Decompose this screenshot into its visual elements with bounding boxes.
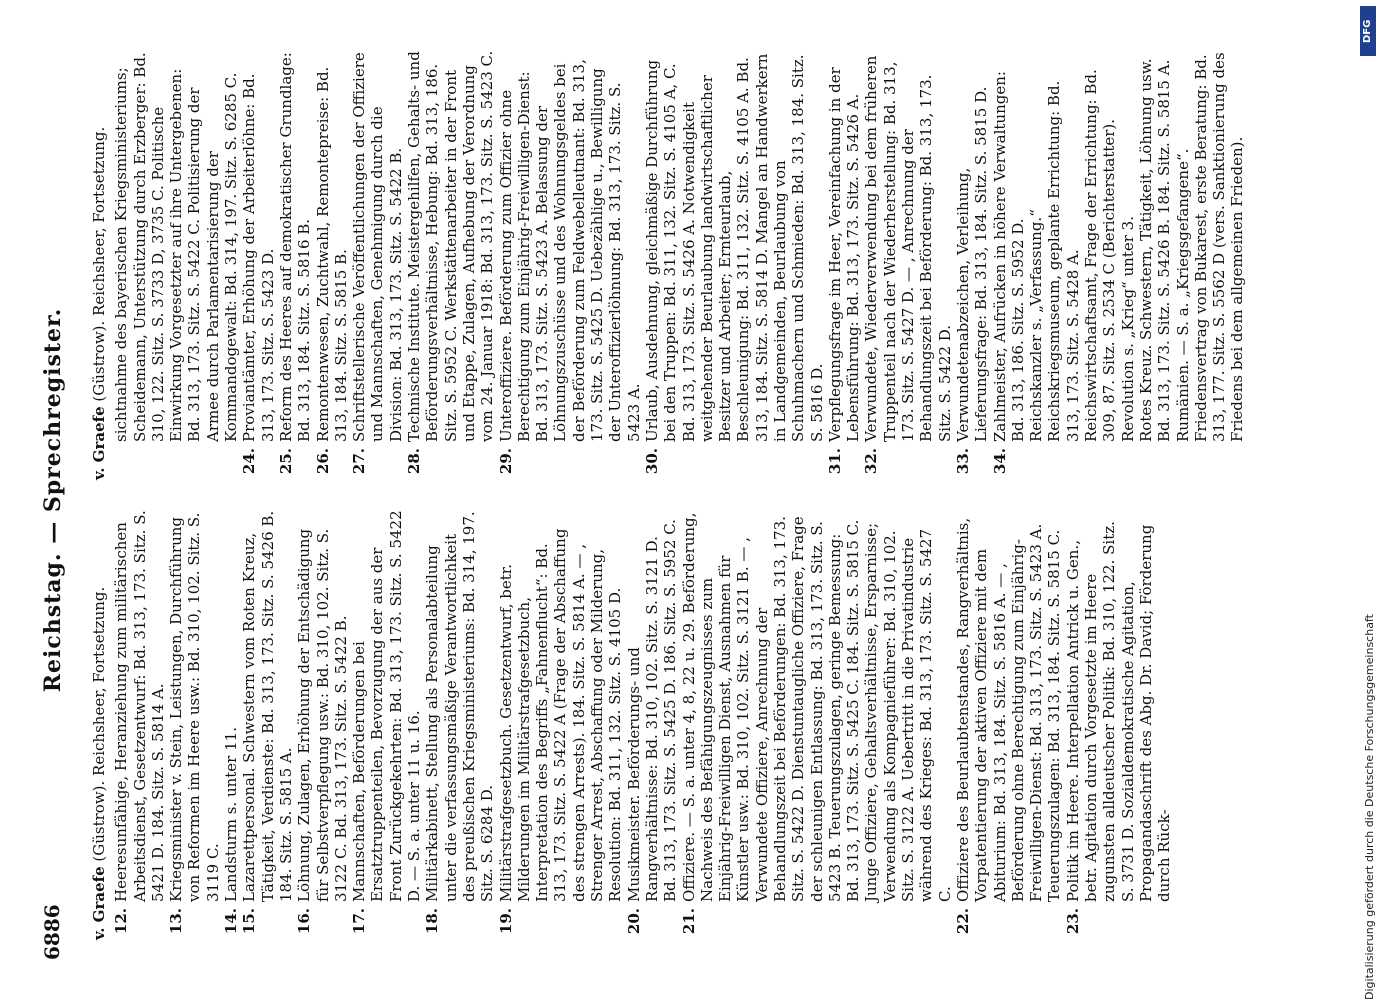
entry-number	[1045, 442, 1082, 480]
entry-number: 14.	[222, 908, 241, 935]
right-column-heading	[90, 50, 108, 480]
index-entry	[954, 510, 1064, 940]
index-entry	[1119, 50, 1137, 480]
entry-text: Zahlmeister, Aufrücken in höhere Verwaltungen: Bd. 313, 186. Sitz. S. 5952 D.	[990, 71, 1027, 442]
right-heading-rest: (Güstrow). Reichsheer, Fortsetzung.	[90, 126, 108, 402]
left-column-heading	[90, 510, 108, 940]
index-entry	[1174, 50, 1247, 480]
index-entry	[112, 50, 240, 480]
entry-number	[1119, 442, 1137, 480]
entry-number: 23.	[1063, 908, 1082, 935]
index-entry	[314, 50, 351, 480]
index-entry	[497, 510, 625, 940]
page-number: 6886	[40, 904, 64, 960]
entry-number	[1082, 442, 1119, 480]
entry-number: 12.	[112, 908, 131, 935]
entry-number	[1137, 442, 1174, 480]
entry-number: 16.	[295, 908, 314, 935]
index-entry	[954, 50, 991, 480]
entry-text: Offiziere des Beurlaubtenstandes, Rangverhältnis, Vorpatentierung der aktiven Offiziere mit dem Abiturium: Bd. 313, 184. Sitz. S. 5816 A. — , Beförderung ohne Berechtigung zum Einjährig-Freiwilligen-Dienst: Bd. 313, 173. Sitz. S. 5423 A. Teuerungszulagen: Bd. 313, 184. Sitz. S. 5815 C.	[953, 517, 1064, 902]
index-entry	[112, 510, 167, 940]
entry-text: Reichskanzler s. „Verfassung.“	[1027, 209, 1046, 442]
index-entry	[1064, 510, 1174, 940]
entry-number: 29.	[496, 448, 515, 475]
index-entry	[1027, 50, 1045, 480]
index-entry	[350, 510, 423, 940]
dfg-logo: DFG	[1360, 6, 1376, 56]
index-entry	[826, 50, 863, 480]
entry-number: 27.	[350, 448, 369, 475]
entry-number: 21.	[679, 908, 698, 935]
index-entry	[643, 50, 826, 480]
entry-number: 34.	[990, 448, 1009, 475]
index-entry	[167, 510, 222, 940]
index-entry	[405, 50, 496, 480]
entry-number	[1174, 442, 1247, 480]
entry-text: Technische Institute. Meistergehilfen, Gehalts- und Beförderungsverhältnisse, Hebung: Bd. 313, 186. Sitz. S. 5952 C. Werkstättenarbeiter in der Front und Etappe, Zulagen, Aufhebung der Verordnung vom 24. Januar 1918: Bd. 313, 173. Sitz. S. 5423 C.	[405, 50, 497, 442]
entry-text: Verpflegungsfrage im Heer, Vereinfachung in der Lebensführung: Bd. 313, 173. Sitz. S. 5426 A.	[825, 67, 863, 442]
entry-text: Löhnung, Zulagen, Erhöhung der Entschädigung für Selbstverpflegung usw.: Bd. 310, 102. Sitz. S. 3122 C. Bd. 313, 173. Sitz. S. 5422 B.	[295, 528, 350, 902]
index-entry	[497, 50, 643, 480]
entry-text: sichtnahme des bayerischen Kriegsministeriums; Scheidemann, Unterstützung durch Erzberger: Bd. 310, 122. Sitz. S. 3733 D, 3735 C. Politische Einwirkung Vorgesetzter auf ihre Untergebenen: Bd. 313, 173. Sitz. S. 5422 C. Politisierung der Armee durch Parlamentarisierung der Kommandogewalt: Bd. 314, 197. Sitz. S. 6285 C.	[112, 52, 241, 442]
entry-number: 19.	[496, 908, 515, 935]
right-heading-name: v. Graefe	[90, 406, 108, 480]
entry-number: 30.	[642, 448, 661, 475]
index-entry	[295, 510, 350, 940]
left-column	[90, 510, 1174, 940]
index-entry	[991, 50, 1028, 480]
entry-number	[112, 442, 240, 480]
entry-number: 28.	[405, 448, 424, 475]
page-title: Reichstag. — Sprechregister.	[40, 307, 66, 693]
index-entry	[625, 510, 680, 940]
index-entry	[350, 50, 405, 480]
entry-text: Mannschaften, Beförderungen bei Ersatztruppenteilen, Bevorzugung der aus der Front Zurückgekehrten: Bd. 313, 173. Sitz. S. 5422 D. — S. a. unter 11 u. 16.	[350, 510, 424, 902]
entry-number: 33.	[953, 448, 972, 475]
entry-text: Schriftstellerische Veröffentlichungen der Offiziere und Mannschaften, Genehmigung durch die Division: Bd. 313, 173. Sitz. S. 5422 B.	[350, 52, 405, 442]
entry-text: Heeresunfähige, Heranziehung zum militärischen Arbeitsdienst, Gesetzentwurf: Bd. 313, 173. Sitz. S. 5421 D. 184. Sitz. S. 5814 A.	[112, 510, 167, 902]
right-column	[90, 50, 1247, 480]
entry-text: Remontenwesen, Zuchtwahl, Remontepreise: Bd. 313, 184. Sitz. S. 5815 B.	[313, 66, 350, 442]
entry-number: 26.	[313, 448, 332, 475]
entry-number: 22.	[953, 908, 972, 935]
entry-text: Kriegsminister v. Stein, Leistungen, Durchführung von Reformen im Heere usw.: Bd. 310, 102. Sitz. S. 3119 C.	[167, 512, 222, 902]
right-entries	[112, 50, 1246, 480]
entry-number: 31.	[825, 448, 844, 475]
index-entry	[240, 510, 295, 940]
index-entry	[1045, 50, 1082, 480]
entry-text: Verwundetenabzeichen, Verleihung, Lieferungsfrage: Bd. 313, 184. Sitz. S. 5815 D.	[953, 86, 991, 442]
entry-number: 20.	[624, 908, 643, 935]
entry-text: Proviantämter, Erhöhung der Arbeiterlöhne: Bd. 313, 173. Sitz. S. 5423 D.	[240, 73, 277, 442]
entry-number: 25.	[276, 448, 295, 475]
entry-number: 24.	[240, 448, 259, 475]
entry-text: Rumänien. — S. a. „Kriegsgefangene“. Friedensvertrag von Bukarest, erste Beratung: Bd. 313, 177. Sitz. S. 5562 D (vers. Sanktionierung des Friedens bei dem allgemeinen Frieden).	[1173, 52, 1247, 442]
entry-text: Offiziere. — S. a. unter 4, 8, 22 u. 29. Beförderung, Nachweis des Befähigungszeugnisses zum Einjährig-Freiwilligen Dienst, Ausnahmen für Künstler usw.: Bd. 310, 102. Sitz. S. 3121 B. — , Verwundete Offiziere, Anrechnung der Behandlungszeit bei Beförderungen: Bd. 313, 173. Sitz. S. 5422 D. Dienstuntaugliche Offiziere, Frage der schleunigen Entlassung: Bd. 313, 173. Sitz. S. 5423 B. Teuerungszulagen, geringe Bemessung: Bd. 313, 173. Sitz. S. 5425 C. 184. Sitz. S. 5815 C. Junge Offiziere, Gehaltsverhältnisse, Ersparnisse; Verwendung als Kompagnieführer: Bd. 310, 102. Sitz. S. 3122 A. Uebertritt in die Privatindustrie während des Krieges: Bd. 313, 173. Sitz. S. 5427 C.	[679, 512, 954, 902]
index-entry	[222, 510, 240, 940]
index-entry	[277, 50, 314, 480]
entry-number: 32.	[862, 448, 881, 475]
index-entry	[1082, 50, 1119, 480]
entry-text: Reichskriegsmuseum, geplante Errichtung: Bd. 313, 173. Sitz. S. 5428 A.	[1045, 80, 1082, 442]
entry-text: Urlaub, Ausdehnung, gleichmäßige Durchführung bei den Truppen: Bd. 311, 132. Sitz. S. 4105 A, C. Bd. 313, 173. Sitz. S. 5426 A. Notwendigkeit weitgehender Beurlaubung landwirtschaftlicher Besitzer und Arbeiter; Ernteurlaub, Beschleunigung: Bd. 311, 132. Sitz. S. 4105 A. Bd. 313, 184. Sitz. S. 5814 D. Mangel an Handwerkern in Landgemeinden, Beurlaubung von Schuhmachern und Schmieden: Bd. 313, 184. Sitz. S. 5816 D.	[642, 53, 826, 442]
index-entry	[423, 510, 496, 940]
entry-text: Landsturm s. unter 11.	[222, 727, 241, 902]
running-head	[40, 40, 70, 960]
entry-text: Militärkabinett, Stellung als Personalabteilung unter die verfassungsmäßige Verantwortlichkeit des preußischen Kriegsministeriums: Bd. 314, 197. Sitz. S. 6284 D.	[423, 511, 497, 902]
index-entry	[240, 50, 277, 480]
entry-text: Unteroffiziere. Beförderung zum Offizier ohne Berechtigung zum Einjährig-Freiwilligen-Dienst: Bd. 313, 173. Sitz. S. 5423 A. Belassung der Löhnungszuschüsse und des Wohnungsgeldes bei der Beförderung zum Feldwebelleutnant: Bd. 313, 173. Sitz. S. 5425 D. Uebezählige u., Bewilligung der Unteroffizierlöhnung: Bd. 313, 173. Sitz. S. 5423 A.	[496, 59, 643, 442]
entry-number: 17.	[350, 908, 369, 935]
entry-text: Reichswirtschaftsamt, Frage der Errichtung: Bd. 309, 87. Sitz. S. 2534 C (Berichterstatter).	[1082, 69, 1119, 442]
entry-number: 15.	[240, 908, 259, 935]
entry-text: Reform des Heeres auf demokratischer Grundlage: Bd. 313, 184. Sitz. S. 5816 B.	[276, 52, 314, 442]
entry-text: Lazarettpersonal. Schwestern vom Roten Kreuz, Tätigkeit, Verdienste: Bd. 313, 173. Sitz. S. 5426 B. 184. Sitz. S. 5815 A.	[240, 510, 295, 902]
entry-number: 13.	[167, 908, 186, 935]
margin-funding-note: Digitalisierung gefördert durch die Deutsche Forschungsgemeinschaft	[1363, 614, 1376, 1000]
left-heading-name: v. Graefe	[90, 866, 108, 940]
entry-number: 18.	[423, 908, 442, 935]
left-entries	[112, 510, 1173, 940]
entry-number	[1027, 442, 1045, 480]
entry-text: Rotes Kreuz. Schwestern, Tätigkeit, Löhnung usw. Bd. 313, 173. Sitz. S. 5426 B. 184. Sitz. S. 5815 A.	[1136, 58, 1174, 442]
entry-text: Verwundete, Wiederverwendung bei dem früheren Truppenteil nach der Wiederherstellung: Bd. 313, 173. Sitz. S. 5427 D. — , Anrechnung der Behandlungszeit bei Beförderung: Bd. 313, 173. Sitz. S. 5422 D.	[862, 55, 954, 442]
entry-text: Musikmeister. Beförderungs- und Rangverhältnisse: Bd. 310, 102. Sitz. S. 3121 D. Bd. 313, 173. Sitz. S. 5425 D. 186. Sitz. S. 5952 C.	[624, 519, 680, 902]
entry-text: Revolution s. „Krieg“ unter 3.	[1118, 216, 1137, 442]
entry-text: Militärstrafgesetzbuch. Gesetzentwurf, betr. Milderungen im Militärstrafgesetzbuch, Interpretation des Begriffs „Fahnenflucht“: Bd. 313, 173. Sitz. S. 5422 A (Frage der Abschaffung des strengen Arrests). 184. Sitz. S. 5814 A. — , Strenger Arrest, Abschaffung oder Milderung, Resolution: Bd. 311, 132. Sitz. S. 4105 D.	[496, 528, 625, 902]
index-entry	[680, 510, 954, 940]
index-entry	[862, 50, 953, 480]
index-entry	[1137, 50, 1174, 480]
entry-text: Politik im Heere. Interpellation Antrick u. Gen., betr. Agitation durch Vorgesetzte im Heere zugunsten alldeutscher Politik: Bd. 310, 122. Sitz. S. 3731 D. Sozialdemokratische Agitation, Propagandaschrift des Abg. Dr. David; Förderung durch Rück-	[1063, 521, 1174, 902]
left-heading-rest: (Güstrow). Reichsheer, Fortsetzung.	[90, 586, 108, 862]
